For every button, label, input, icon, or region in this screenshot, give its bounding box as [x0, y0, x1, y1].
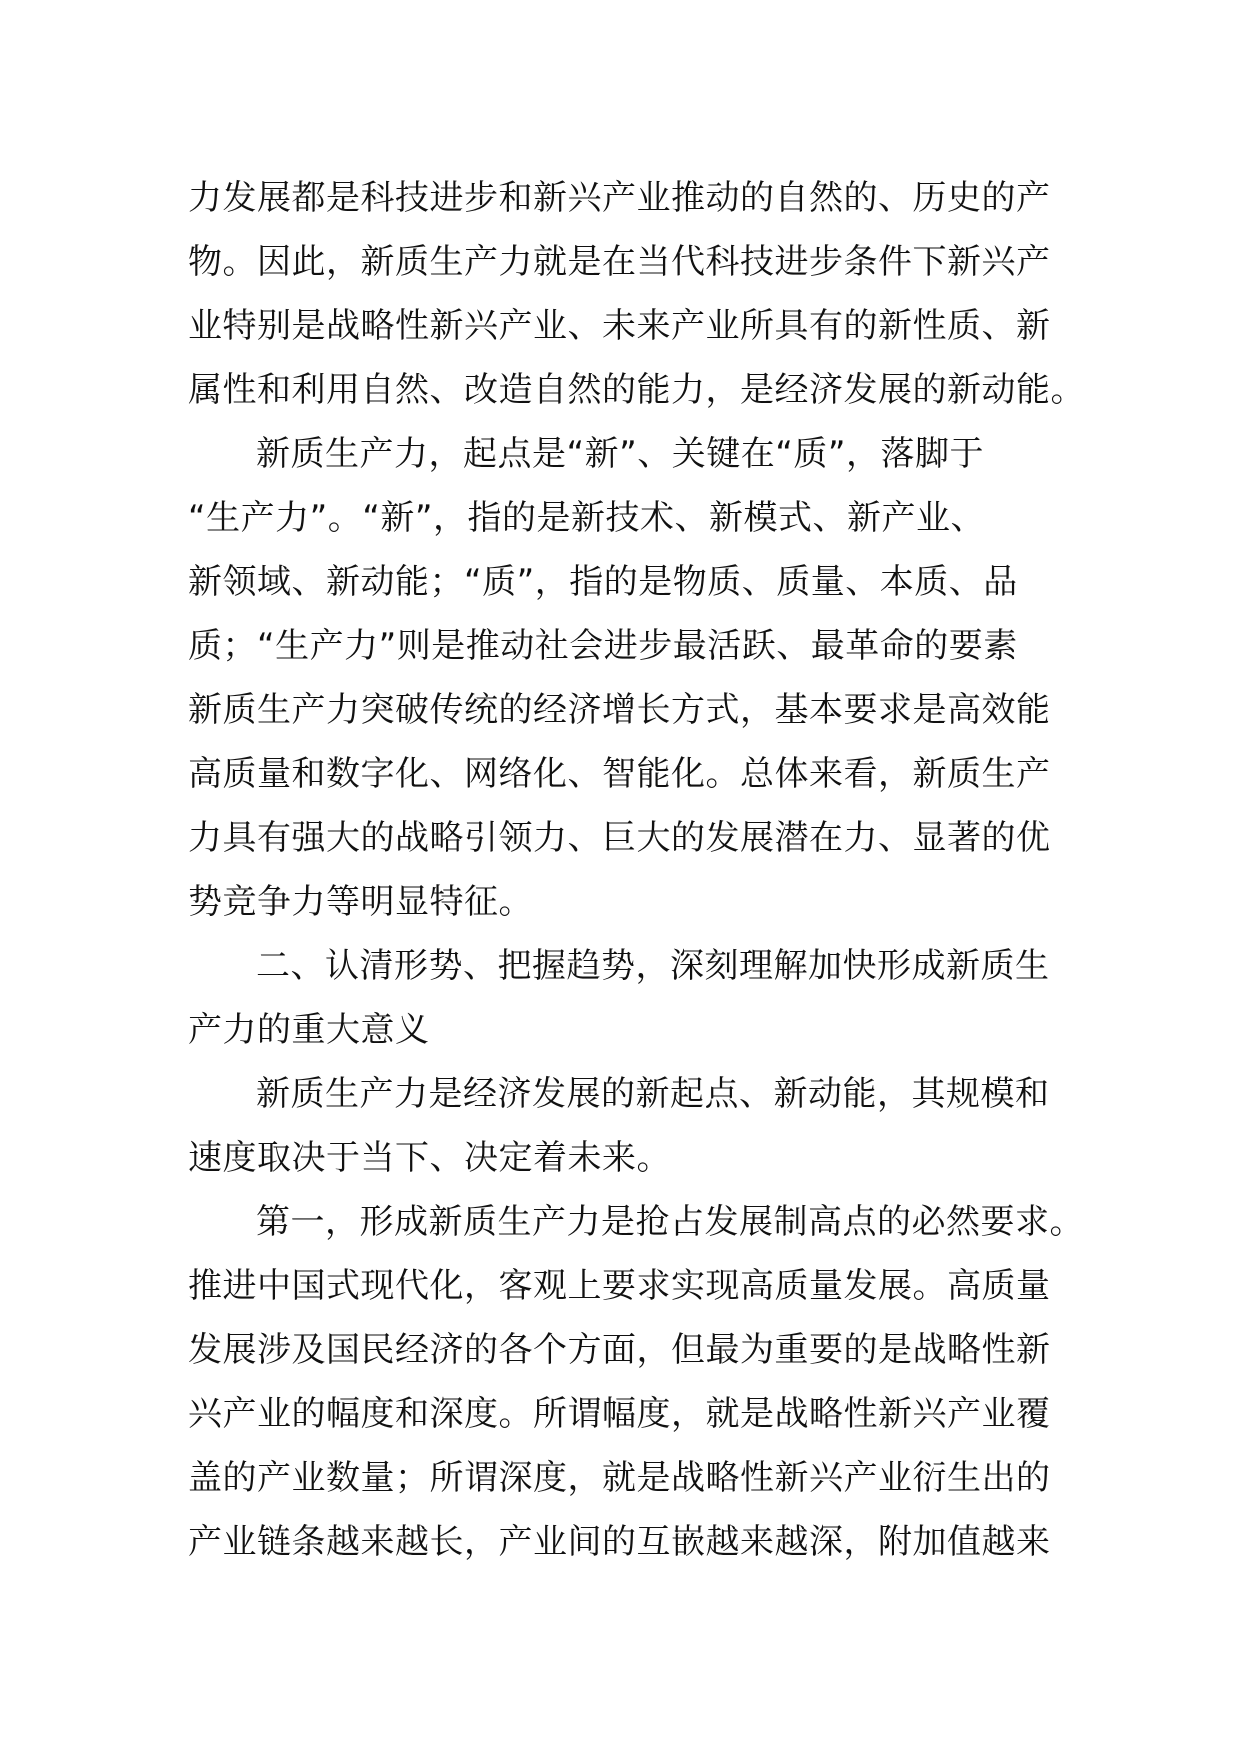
text-line: 力发展都是科技进步和新兴产业推动的自然的、历史的产	[188, 178, 1051, 218]
text-line: 力具有强大的战略引领力、巨大的发展潜在力、显著的优	[188, 818, 1051, 858]
text-line: 新领域、新动能；“质”，指的是物质、质量、本质、品	[188, 562, 1018, 602]
text-line: 势竞争力等明显特征。	[188, 882, 533, 922]
text-line: 产业链条越来越长，产业间的互嵌越来越深，附加值越来	[188, 1522, 1051, 1562]
paragraph-first-line: 第一，形成新质生产力是抢占发展制高点的必然要求。	[256, 1202, 1084, 1242]
section-heading: 二、认清形势、把握趋势，深刻理解加快形成新质生	[256, 946, 1050, 986]
paragraph-first-line: 新质生产力是经济发展的新起点、新动能，其规模和	[256, 1074, 1050, 1114]
text-line: 新质生产力突破传统的经济增长方式，基本要求是高效能	[188, 690, 1051, 730]
text-line: 推进中国式现代化，客观上要求实现高质量发展。高质量	[188, 1266, 1051, 1306]
text-line: “生产力”。“新”，指的是新技术、新模式、新产业、	[188, 498, 985, 538]
text-line: 发展涉及国民经济的各个方面，但最为重要的是战略性新	[188, 1330, 1051, 1370]
section-heading-continued: 产力的重大意义	[188, 1010, 430, 1050]
text-line: 兴产业的幅度和深度。所谓幅度，就是战略性新兴产业覆	[188, 1394, 1051, 1434]
document-body	[188, 166, 1088, 1574]
text-line: 高质量和数字化、网络化、智能化。总体来看，新质生产	[188, 754, 1051, 794]
text-line: 质；“生产力”则是推动社会进步最活跃、最革命的要素	[188, 626, 1018, 666]
text-line: 盖的产业数量；所谓深度，就是战略性新兴产业衍生出的	[188, 1458, 1051, 1498]
text-line: 物。因此，新质生产力就是在当代科技进步条件下新兴产	[188, 242, 1051, 282]
text-line: 业特别是战略性新兴产业、未来产业所具有的新性质、新	[188, 306, 1051, 346]
text-line: 速度取决于当下、决定着未来。	[188, 1138, 671, 1178]
paragraph-first-line: 新质生产力，起点是“新”、关键在“质”，落脚于	[256, 434, 984, 474]
text-line: 属性和利用自然、改造自然的能力，是经济发展的新动能。	[188, 370, 1085, 410]
